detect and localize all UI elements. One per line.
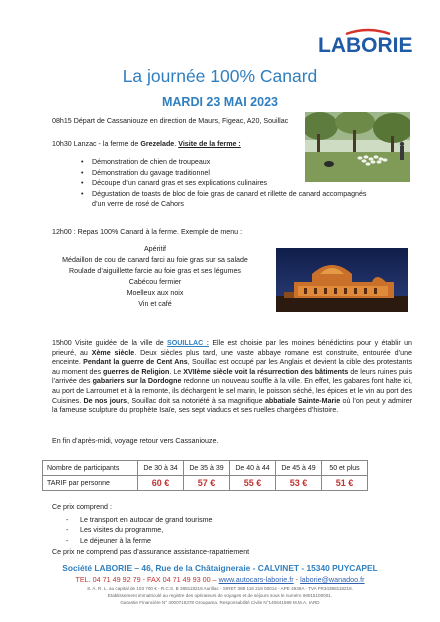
excludes-line: Ce prix ne comprend pas d’assurance assistance-rapatriement — [52, 548, 250, 556]
price-cell: 60 € — [138, 476, 184, 491]
include-item: - Les visites du programme, — [80, 525, 310, 535]
include-item: - Le transport en autocar de grand tourisme — [80, 515, 310, 525]
souillac-text: de leurs ruines puis l’arrivée des — [52, 367, 412, 386]
table-column-header: De 45 à 49 — [276, 461, 322, 476]
page-title: La journée 100% Canard — [122, 66, 318, 86]
menu-item: Médaillon de cou de canard farci au foie gras sur sa salade — [62, 255, 248, 264]
include-item: - Le déjeuner à la ferme — [80, 536, 310, 546]
event-date: MARDI 23 MAI 2023 — [161, 95, 278, 109]
souillac-text: 15h00 Visite guidée de la ville de — [52, 339, 168, 347]
table-column-header: 50 et plus — [322, 461, 368, 476]
table-column-header: De 40 à 44 — [230, 461, 276, 476]
email-link[interactable]: laborie@wanadoo.fr — [300, 575, 365, 584]
souillac-highlight: De nos jours — [83, 396, 128, 405]
website-link[interactable]: www.autocars-laborie.fr — [218, 575, 294, 584]
farm-visit-heading: Visite de la ferme : — [178, 140, 241, 148]
return-line: En fin d’après-midi, voyage retour vers Cassaniouze. — [52, 437, 219, 445]
table-row-label: TARIF par personne — [43, 476, 138, 491]
menu-item: Apéritif — [143, 245, 167, 253]
footer-legal-line: Garantie Financière N° 4000715378 Groupama. Responsabilité Civile N°140641589 M.M.A. IARD — [120, 600, 320, 605]
souillac-highlight: gabariers sur la Dordogne — [92, 377, 182, 386]
price-cell: 57 € — [184, 476, 230, 491]
lanzac-prefix: 10h30 Lanzac - la ferme de — [52, 140, 141, 148]
table-header-label: Nombre de participants — [43, 461, 138, 476]
menu-item: Cabécou fermier — [128, 277, 182, 286]
logo-text: LABORIE — [318, 34, 413, 57]
souillac-text: redonne un nouveau souffle à la ville. En effet, les gabares font halte ici, au port de Larroumet et à la remonte, ils déchargent le sel marin, le poisson séché, les épices et le vin au port des Cuisines. — [52, 377, 412, 405]
lanzac-line — [52, 140, 302, 150]
company-logo — [316, 28, 426, 56]
price-cell: 51 € — [322, 476, 368, 491]
price-cell: 55 € — [230, 476, 276, 491]
activity-item: • Découpe d’un canard gras et ses explications culinaires — [92, 178, 314, 189]
logo-graphic — [316, 28, 426, 58]
lanzac-sep: . — [174, 140, 179, 148]
souillac-highlight: Pendant la guerre de Cent Ans — [83, 358, 188, 367]
includes-title: Ce prix comprend : — [52, 503, 112, 511]
footer-legal-line: Etablissement immatriculé au registre des opérateurs de voyages et de séjours sous le numéro IM015100001. — [107, 593, 333, 598]
souillac-text: Elle est choisie par les moines bénédictins pour y établir un prieuré, au — [52, 339, 412, 357]
table-column-header: De 30 à 34 — [138, 461, 184, 476]
souillac-text: . Deux siècles plus tard, une vaste abbaye romane est construite, entourée d’une enceinte. — [52, 348, 412, 367]
souillac-highlight: abbatiale Sainte-Marie — [264, 396, 341, 405]
activity-item: • Dégustation de toasts de bloc de foie gras de canard et rillette de canard accompagnés — [92, 189, 392, 200]
activities-list — [74, 157, 367, 210]
abbey-photo — [276, 248, 408, 312]
footer-legal-line: S. A. R. L. au capital de 103 700 € - R.C.S. B 388118218 Aurillac - SIRET 388 118 218 00014 - APE 4939A - TVA FR34388118218. — [87, 586, 353, 591]
table-column-header: De 35 à 39 — [184, 461, 230, 476]
farm-photo — [305, 112, 410, 182]
activity-continuation: d’un verre de rosé de Cahors — [92, 200, 184, 209]
souillac-text: , Souillac est occupé par les Anglais et devient la cible des protestants au moment des — [52, 358, 413, 376]
souillac-highlight: XVIIème siècle voit la résurrection des bâtiments — [183, 367, 349, 376]
souillac-text: . Le — [169, 367, 184, 376]
table-row — [43, 476, 368, 491]
activity-item: • Démonstration du gavage traditionnel — [92, 168, 314, 179]
souillac-text: , Souillac doit sa notoriété à sa magnifique — [127, 396, 265, 405]
menu-item: Roulade d’aiguillette farcie au foie gras et ses légumes — [69, 266, 241, 275]
lunch-line: 12h00 : Repas 100% Canard à la ferme. Exemple de menu : — [52, 228, 243, 236]
souillac-text: où l’on peut y admirer la fameuse sculpture du prophète Isaïe, ses sept viaducs et ses ruelles chargées d’histoire. — [52, 396, 413, 415]
souillac-highlight: Xème siècle — [91, 348, 135, 357]
lunch-menu — [40, 244, 270, 309]
footer-contact — [0, 575, 440, 584]
souillac-paragraph — [52, 339, 412, 416]
includes-list — [60, 515, 310, 546]
menu-item: Vin et café — [138, 299, 172, 308]
footer-separator: - — [293, 575, 301, 584]
farm-name: Grezelade — [140, 140, 175, 148]
souillac-highlight: guerres de Religion — [103, 367, 170, 376]
footer-phone: TEL. 04 71 49 92 79 - FAX 04 71 49 93 00 – — [75, 575, 219, 584]
menu-item: Moelleux aux noix — [126, 288, 184, 297]
price-cell: 53 € — [276, 476, 322, 491]
departure-line: 08h15 Départ de Cassaniouze en direction de Maurs, Figeac, A20, Souillac — [52, 117, 289, 125]
table-row — [43, 461, 368, 476]
activity-item: • Démonstration de chien de troupeaux — [92, 157, 314, 168]
souillac-town: SOUILLAC : — [167, 339, 209, 347]
price-table — [42, 460, 368, 491]
footer-address: Société LABORIE – 46, Rue de la Châtaigneraie - CALVINET - 15340 PUYCAPEL — [62, 563, 378, 573]
